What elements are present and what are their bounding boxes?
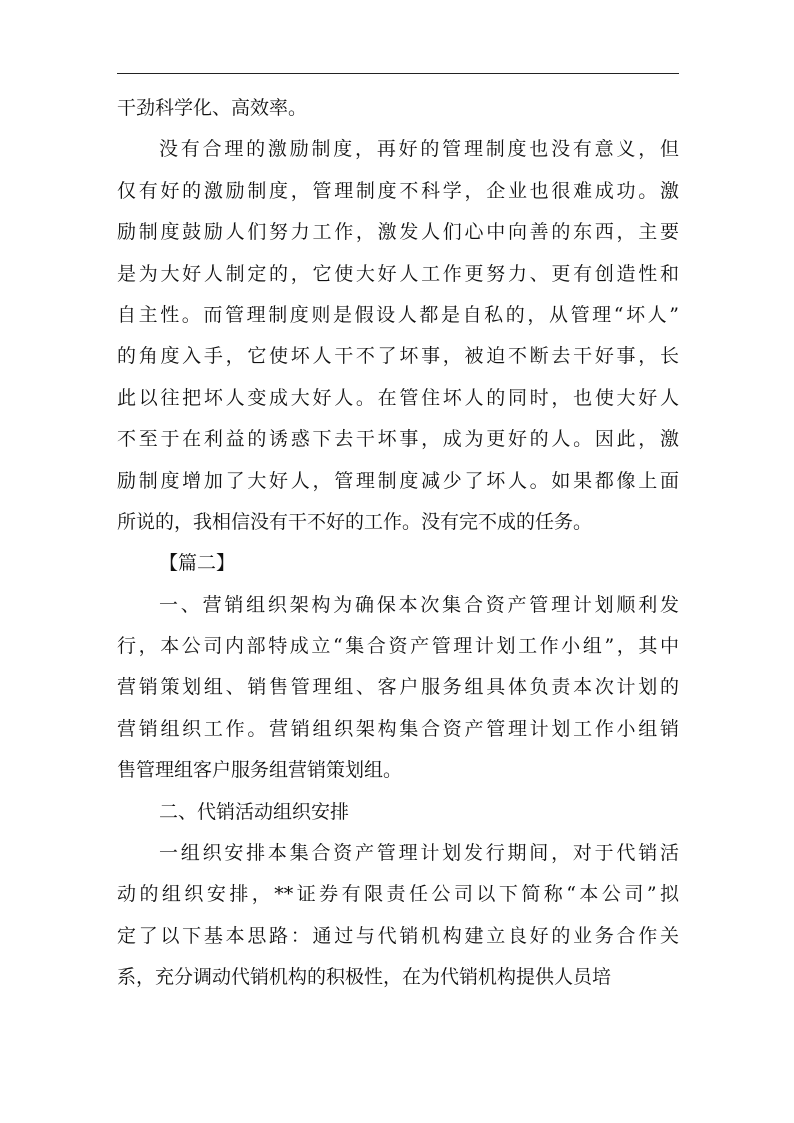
text-line: 自主性。而管理制度则是假设人都是自私的，从管理“坏人”	[117, 303, 679, 326]
text-line: 系，充分调动代销机构的积极性，在为代销机构提供人员培	[117, 966, 612, 989]
text-line: 没有合理的激励制度，再好的管理制度也没有意义，但	[159, 138, 679, 161]
text-line: 不至于在利益的诱惑下去干坏事，成为更好的人。因此，激	[117, 428, 679, 451]
text-line: 营销策划组、销售管理组、客户服务组具体负责本次计划的	[117, 676, 679, 699]
text-line: 【篇二】	[159, 552, 236, 575]
text-line: 一、营销组织架构为确保本次集合资产管理计划顺利发	[159, 593, 679, 616]
paragraph-agency-arrangement	[117, 833, 679, 999]
paragraph-sales-organization	[117, 585, 679, 792]
text-line: 定了以下基本思路：通过与代销机构建立良好的业务合作关	[117, 924, 679, 947]
section-heading-part-two	[117, 543, 679, 584]
text-line: 干劲科学化、高效率。	[117, 97, 308, 119]
document-body	[117, 88, 679, 999]
text-line: 动的组织安排，**证券有限责任公司以下简称“本公司”拟	[117, 883, 679, 906]
paragraph-continued	[117, 88, 679, 129]
section-heading-agency-sales	[117, 792, 679, 833]
text-line: 励制度增加了大好人，管理制度减少了坏人。如果都像上面	[117, 469, 679, 492]
text-line: 所说的，我相信没有干不好的工作。没有完不成的任务。	[117, 510, 593, 533]
text-line: 是为大好人制定的，它使大好人工作更努力、更有创造性和	[117, 262, 679, 285]
text-line: 一组织安排本集合资产管理计划发行期间，对于代销活	[159, 842, 679, 865]
text-line: 二、代销活动组织安排	[159, 800, 350, 823]
text-line: 仅有好的激励制度，管理制度不科学，企业也很难成功。激	[117, 179, 679, 202]
paragraph-incentive	[117, 129, 679, 543]
text-line: 励制度鼓励人们努力工作，激发人们心中向善的东西，主要	[117, 221, 679, 244]
text-line: 行，本公司内部特成立“集合资产管理计划工作小组”，其中	[117, 635, 679, 658]
text-line: 此以往把坏人变成大好人。在管住坏人的同时，也使大好人	[117, 386, 679, 409]
text-line: 售管理组客户服务组营销策划组。	[117, 759, 403, 782]
text-line: 的角度入手，它使坏人干不了坏事，被迫不断去干好事，长	[117, 345, 679, 368]
text-line: 营销组织工作。营销组织架构集合资产管理计划工作小组销	[117, 717, 679, 740]
header-rule	[117, 73, 679, 74]
